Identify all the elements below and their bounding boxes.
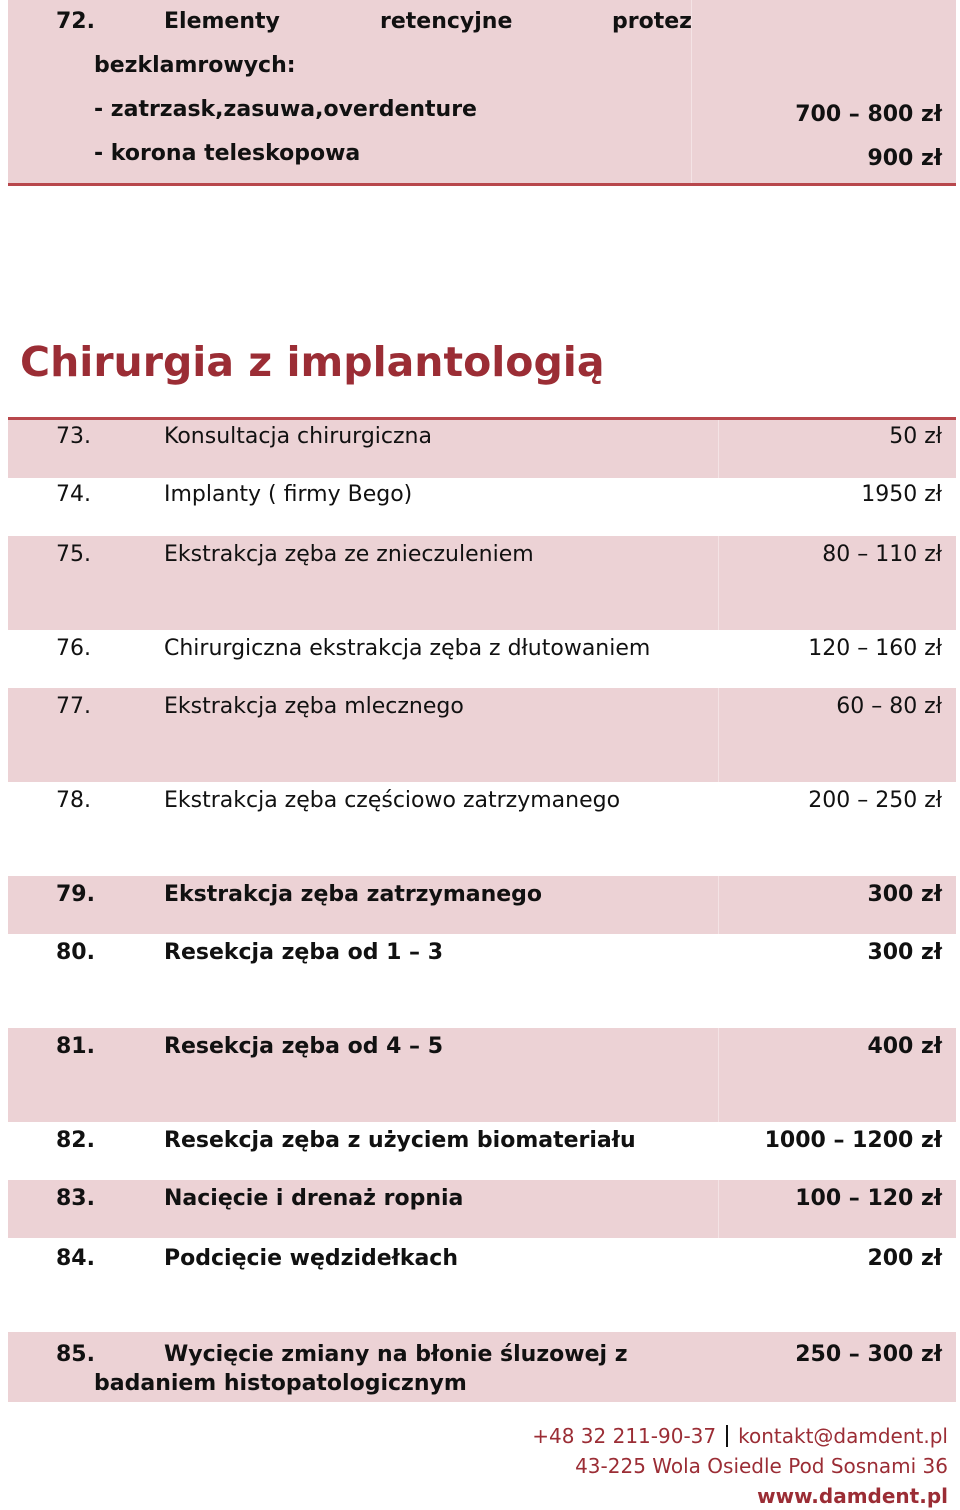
item-price: 60 – 80 zł (836, 694, 942, 719)
item-price: 400 zł (867, 1034, 942, 1059)
table-row (8, 630, 956, 688)
item-price: 200 zł (867, 1246, 942, 1271)
item-price: 1950 zł (861, 482, 942, 507)
section-title: Chirurgia z implantologią (20, 338, 605, 386)
item-number: 73. (56, 424, 91, 449)
item-number: 79. (56, 882, 95, 907)
table-row (8, 478, 956, 536)
item-price: 300 zł (867, 940, 942, 965)
footer-contact-line (532, 1423, 948, 1449)
column-divider (718, 420, 719, 478)
item-72-block (8, 0, 956, 186)
item-number: 81. (56, 1034, 95, 1059)
column-divider (718, 876, 719, 934)
item-name-continuation: badaniem histopatologicznym (94, 1371, 467, 1396)
item-number: 84. (56, 1246, 95, 1271)
column-divider (718, 536, 719, 630)
item-number: 78. (56, 788, 91, 813)
item-name: Chirurgiczna ekstrakcja zęba z dłutowaniem (164, 636, 651, 661)
table-row (8, 536, 956, 630)
table-row (8, 1122, 956, 1180)
item-number: 76. (56, 636, 91, 661)
item-name: Ekstrakcja zęba zatrzymanego (164, 882, 543, 907)
item-price: 200 – 250 zł (808, 788, 942, 813)
item-number: 77. (56, 694, 91, 719)
item-number: 72. (56, 9, 95, 34)
item-price: 80 – 110 zł (822, 542, 942, 567)
table-row (8, 934, 956, 1028)
table-row (8, 1028, 956, 1122)
item-name-word: retencyjne (380, 9, 513, 34)
table-row (8, 420, 956, 478)
column-divider (718, 1180, 719, 1238)
footer-website[interactable]: www.damdent.pl (757, 1484, 948, 1508)
footer-address: 43-225 Wola Osiedle Pod Sosnami 36 (575, 1454, 948, 1478)
item-name: Implanty ( firmy Bego) (164, 482, 413, 507)
footer-email[interactable]: kontakt@damdent.pl (738, 1424, 948, 1448)
sub-item-price: 700 – 800 zł (795, 102, 942, 127)
item-price: 250 – 300 zł (795, 1342, 942, 1367)
item-price: 300 zł (867, 882, 942, 907)
item-name: Konsultacja chirurgiczna (164, 424, 432, 449)
item-price: 120 – 160 zł (808, 636, 942, 661)
footer-phone: +48 32 211-90-37 (532, 1424, 717, 1448)
column-divider (718, 688, 719, 782)
footer-separator (726, 1425, 728, 1447)
item-name-continuation: bezklamrowych: (94, 53, 296, 78)
item-name: Ekstrakcja zęba częściowo zatrzymanego (164, 788, 621, 813)
item-number: 82. (56, 1128, 95, 1153)
item-price: 50 zł (889, 424, 942, 449)
column-divider (718, 1028, 719, 1122)
item-name: Ekstrakcja zęba mlecznego (164, 694, 464, 719)
item-name: Wycięcie zmiany na błonie śluzowej z (164, 1342, 628, 1367)
table-row (8, 1180, 956, 1238)
item-name: Nacięcie i drenaż ropnia (164, 1186, 464, 1211)
table-row (8, 688, 956, 782)
item-name-word: Elementy (164, 9, 280, 34)
item-name-word: protez (612, 9, 692, 34)
table-row (8, 1238, 956, 1332)
item-number: 80. (56, 940, 95, 965)
sub-item-name: - korona teleskopowa (94, 141, 361, 166)
item-price: 1000 – 1200 zł (764, 1128, 942, 1153)
item-price: 100 – 120 zł (795, 1186, 942, 1211)
item-number: 85. (56, 1342, 95, 1367)
table-row (8, 1332, 956, 1402)
item-name: Resekcja zęba od 1 – 3 (164, 940, 444, 965)
item-name: Podcięcie wędzidełkach (164, 1246, 459, 1271)
table-row (8, 876, 956, 934)
item-number: 83. (56, 1186, 95, 1211)
item-number: 75. (56, 542, 91, 567)
item-name: Ekstrakcja zęba ze znieczuleniem (164, 542, 534, 567)
item-number: 74. (56, 482, 91, 507)
table-row (8, 782, 956, 876)
item-name: Resekcja zęba od 4 – 5 (164, 1034, 444, 1059)
item-name: Resekcja zęba z użyciem biomateriału (164, 1128, 636, 1153)
sub-item-name: - zatrzask,zasuwa,overdenture (94, 97, 477, 122)
sub-item-price: 900 zł (867, 146, 942, 171)
